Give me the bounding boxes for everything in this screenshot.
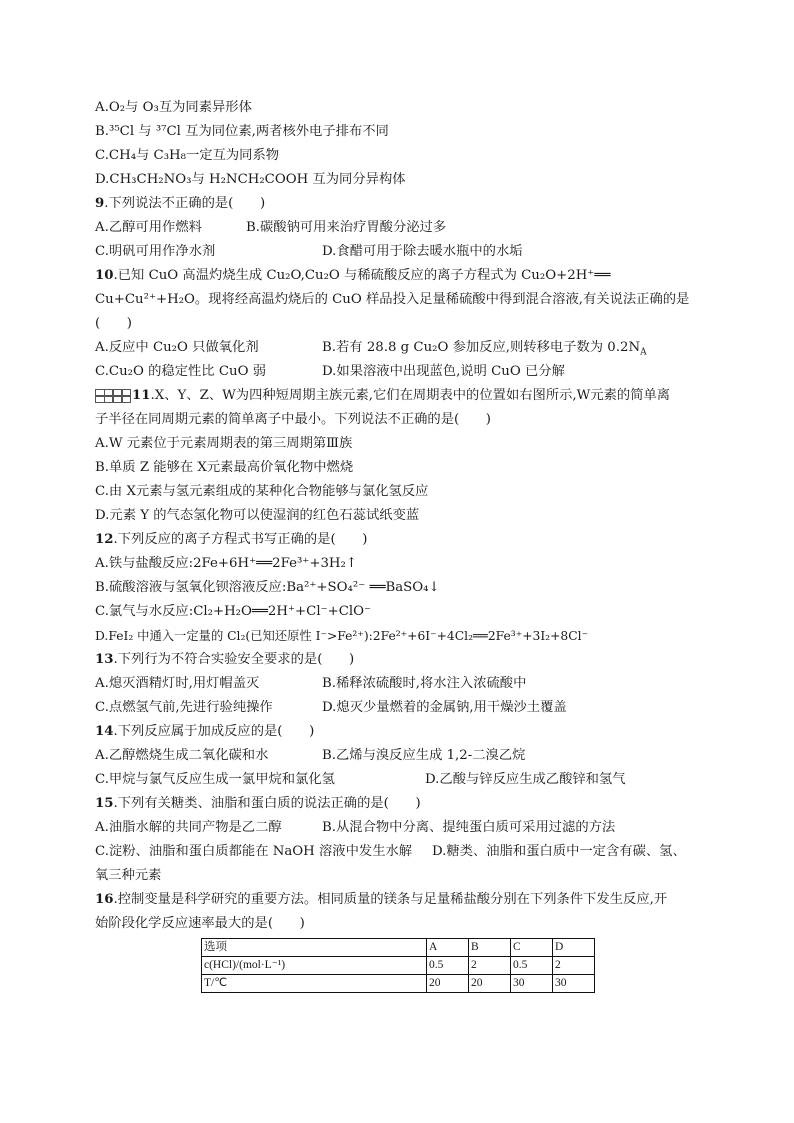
q11-option-b: B.单质 Z 能够在 X元素最高价氧化物中燃烧	[95, 460, 354, 475]
q14-option-b: B.乙烯与溴反应生成 1,2-二溴乙烷	[322, 748, 526, 763]
q15-option-d-line1: D.糖类、油脂和蛋白质中一定含有碳、氢、	[432, 844, 686, 859]
q12-option-d: D.FeI₂ 中通入一定量的 Cl₂(已知还原性 I⁻>Fe²⁺):2Fe²⁺+6I⁻+4Cl₂══2Fe³⁺+3I₂+8Cl⁻	[95, 629, 589, 643]
q8-option-b: B.³⁵Cl 与 ³⁷Cl 互为同位素,两者核外电子排布不同	[95, 124, 389, 139]
q15-option-c: C.淀粉、油脂和蛋白质都能在 NaOH 溶液中发生水解	[95, 844, 413, 859]
q15-option-a: A.油脂水解的共同产物是乙二醇	[95, 820, 282, 835]
q13-option-d: D.熄灭少量燃着的金属钠,用干燥沙土覆盖	[322, 700, 567, 715]
q12-stem-text: .下列反应的离子方程式书写正确的是( )	[113, 532, 368, 547]
q13-stem	[95, 650, 354, 670]
q9-option-a: A.乙醇可用作燃料	[95, 220, 202, 235]
q8-option-c: C.CH₄与 C₃H₈一定互为同系物	[95, 148, 280, 163]
q8-option-d: D.CH₃CH₂NO₃与 H₂NCH₂COOH 互为同分异构体	[95, 172, 406, 187]
q16-conditions-table	[201, 938, 595, 993]
q11-stem-line1	[132, 386, 670, 406]
q13-number: 13	[95, 652, 114, 667]
table-cell: 20	[427, 975, 469, 993]
q10-option-b	[322, 338, 647, 358]
q11-number: 11	[132, 388, 151, 403]
q15-option-b: B.从混合物中分离、提纯蛋白质可采用过滤的方法	[322, 820, 616, 835]
table-cell: 2	[553, 957, 595, 975]
q11-option-d: D.元素 Y 的气态氢化物可以使湿润的红色石蕊试纸变蓝	[95, 508, 420, 523]
q14-option-d: D.乙酸与锌反应生成乙酸锌和氢气	[425, 772, 626, 787]
q9-option-c: C.明矾可用作净水剂	[95, 244, 216, 259]
q16-stem-line1	[95, 890, 667, 910]
q15-stem-text: .下列有关糖类、油脂和蛋白质的说法正确的是( )	[113, 796, 421, 811]
q10-stem-line2: Cu+Cu²⁺+H₂O。现将经高温灼烧后的 CuO 样品投入足量稀硫酸中得到混合溶液,有关说法正确的是	[95, 292, 690, 307]
q14-stem-text: .下列反应属于加成反应的是( )	[113, 724, 315, 739]
q14-option-a: A.乙醇燃烧生成二氧化碳和水	[95, 748, 269, 763]
q14-number: 14	[95, 724, 114, 739]
table-cell: T/℃	[202, 975, 427, 993]
q13-stem-text: .下列行为不符合实验安全要求的是( )	[113, 652, 355, 667]
q11-stem-line2: 子半径在同周期元素的简单离子中最小。下列说法不正确的是( )	[95, 412, 491, 427]
q10-stem-line3: ( )	[95, 316, 132, 331]
q10-option-a: A.反应中 Cu₂O 只做氧化剂	[95, 340, 259, 355]
q9-option-b: B.碳酸钠可用来治疗胃酸分泌过多	[246, 220, 447, 235]
table-cell: 30	[511, 975, 553, 993]
q10-option-c: C.Cu₂O 的稳定性比 CuO 弱	[95, 364, 266, 379]
q8-option-a: A.O₂与 O₃互为同素异形体	[95, 100, 252, 115]
q10-option-b-subscript: A	[640, 347, 647, 358]
table-header-cell: C	[511, 939, 553, 957]
table-row	[202, 957, 595, 975]
table-cell: 30	[553, 975, 595, 993]
q12-option-b: B.硫酸溶液与氢氧化钡溶液反应:Ba²⁺+SO₄²⁻ ══BaSO₄↓	[95, 580, 440, 595]
q10-option-d: D.如果溶液中出现蓝色,说明 CuO 已分解	[322, 364, 565, 379]
q9-number: 9	[95, 196, 105, 211]
q11-option-a: A.W 元素位于元素周期表的第三周期第Ⅲ族	[95, 436, 353, 451]
table-header-cell: D	[553, 939, 595, 957]
periodic-table-grid-icon	[95, 389, 129, 401]
table-header-cell: A	[427, 939, 469, 957]
q12-option-c: C.氯气与水反应:Cl₂+H₂O══2H⁺+Cl⁻+ClO⁻	[95, 604, 372, 619]
q15-number: 15	[95, 796, 114, 811]
q15-stem	[95, 794, 421, 814]
q11-option-c: C.由 X元素与氢元素组成的某种化合物能够与氯化氢反应	[95, 484, 429, 499]
q9-stem	[95, 194, 265, 214]
table-cell: 2	[469, 957, 511, 975]
table-cell: 20	[469, 975, 511, 993]
q16-stem-line2: 始阶段化学反应速率最大的是( )	[95, 916, 305, 931]
q14-stem	[95, 722, 314, 742]
q16-number: 16	[95, 892, 114, 907]
q12-number: 12	[95, 532, 114, 547]
q13-option-a: A.熄灭酒精灯时,用灯帽盖灭	[95, 676, 260, 691]
q16-stem-text-1: .控制变量是科学研究的重要方法。相同质量的镁条与足量稀盐酸分别在下列条件下发生反应,开	[113, 892, 668, 907]
q12-stem	[95, 530, 367, 550]
q10-stem-text-1: .已知 CuO 高温灼烧生成 Cu₂O,Cu₂O 与稀硫酸反应的离子方程式为 Cu₂O+2H⁺══	[113, 268, 611, 283]
table-header-cell: 选项	[202, 939, 427, 957]
table-cell: 0.5	[427, 957, 469, 975]
table-row	[202, 939, 595, 957]
q10-stem-line1	[95, 266, 610, 286]
q10-option-b-text: B.若有 28.8 g Cu₂O 参加反应,则转移电子数为 0.2N	[322, 340, 641, 355]
q9-stem-text: .下列说法不正确的是( )	[104, 196, 266, 211]
q11-stem-text-1: .X、Y、Z、W为四种短周期主族元素,它们在周期表中的位置如右图所示,W元素的简单离	[150, 388, 671, 403]
table-row	[202, 975, 595, 993]
table-cell: c(HCl)/(mol·L⁻¹)	[202, 957, 427, 975]
table-cell: 0.5	[511, 957, 553, 975]
q13-option-b: B.稀释浓硫酸时,将水注入浓硫酸中	[322, 676, 527, 691]
q15-option-d-line2: 氧三种元素	[95, 868, 162, 883]
table-header-cell: B	[469, 939, 511, 957]
q12-option-a: A.铁与盐酸反应:2Fe+6H⁺══2Fe³⁺+3H₂↑	[95, 556, 357, 571]
q14-option-c: C.甲烷与氯气反应生成一氯甲烷和氯化氢	[95, 772, 335, 787]
q9-option-d: D.食醋可用于除去暖水瓶中的水垢	[322, 244, 523, 259]
q13-option-c: C.点燃氢气前,先进行验纯操作	[95, 700, 273, 715]
q10-number: 10	[95, 268, 114, 283]
